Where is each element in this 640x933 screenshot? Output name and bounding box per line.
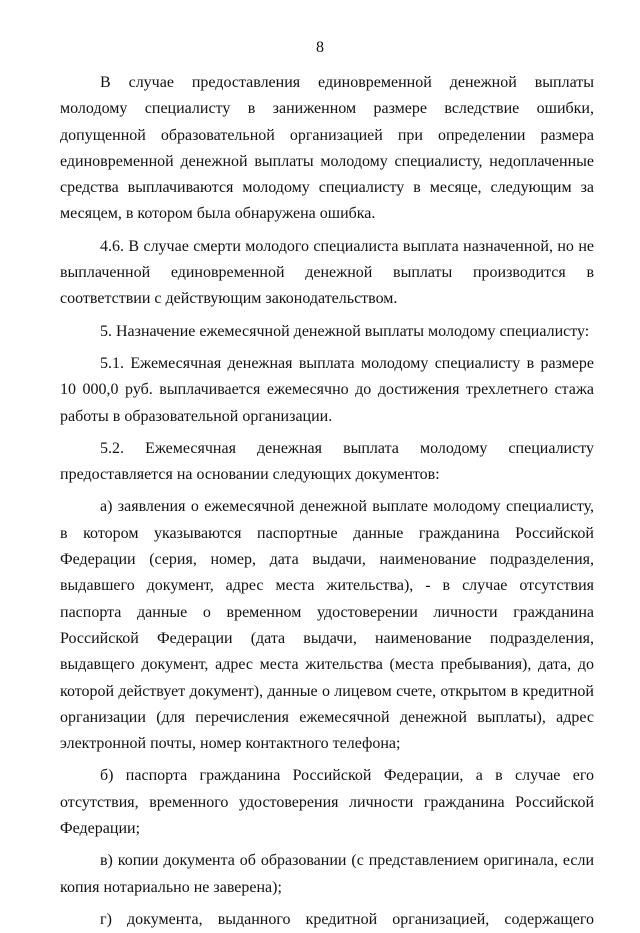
paragraph-5-2-required-documents: 5.2. Ежемесячная денежная выплата молодому специалисту предоставляется на основании следующих документов: bbox=[60, 439, 594, 484]
paragraph-5-monthly-payment-heading: 5. Назначение ежемесячной денежной выплаты молодому специалисту: bbox=[100, 322, 590, 340]
paragraph-underpayment-error: В случае предоставления единовременной денежной выплаты молодому специалисту в заниженном размере вследствие ошибки, допущенной образовательной организацией при определении размера единовременной денежной выплаты молодому специалисту, недоплаченные средства выплачиваются молодому специалисту в месяце, следующим за месяцем, в котором была обнаружена ошибка. bbox=[60, 74, 594, 223]
page-number: 8 bbox=[316, 39, 324, 56]
list-item-v-education-copy: в) копии документа об образовании (с представлением оригинала, если копия нотариально не заверена); bbox=[60, 852, 594, 896]
paragraph-5-1-payment-amount: 5.1. Ежемесячная денежная выплата молодому специалисту в размере 10 000,0 руб. выплачивается ежемесячно до достижения трехлетнего стажа работы в образовательной организации. bbox=[60, 354, 594, 425]
list-item-b-passport: б) паспорта гражданина Российской Федерации, а в случае его отсутствия, временного удостоверения личности гражданина Российской Федерации; bbox=[60, 767, 594, 838]
document-body bbox=[60, 70, 594, 933]
paragraph-4-6-death-of-specialist: 4.6. В случае смерти молодого специалиста выплата назначенной, но не выплаченной единовременной денежной выплаты производится в соответствии с действующим законодательством. bbox=[60, 237, 594, 308]
list-item-a-application: а) заявления о ежемесячной денежной выплате молодому специалисту, в котором указываются паспортные данные гражданина Российской Федерации (серия, номер, дата выдачи, наименование подразделения, выдавшего документ, адрес места жительства), - в случае отсутствия паспорта данные о временном удостоверении личности гражданина Российской Федерации (дата выдачи, наименование подразделения, выдавщего документ, адрес места жительства (места пребывания), дата, до которой действует документ), данные о лицевом счете, открытом в кредитной организации (для перечисления ежемесячной денежной выплаты), адрес электронной почты, номер контактного телефона; bbox=[60, 498, 594, 753]
list-item-g-bank-document: г) документа, выданного кредитной организацией, содержащего bbox=[100, 910, 594, 928]
